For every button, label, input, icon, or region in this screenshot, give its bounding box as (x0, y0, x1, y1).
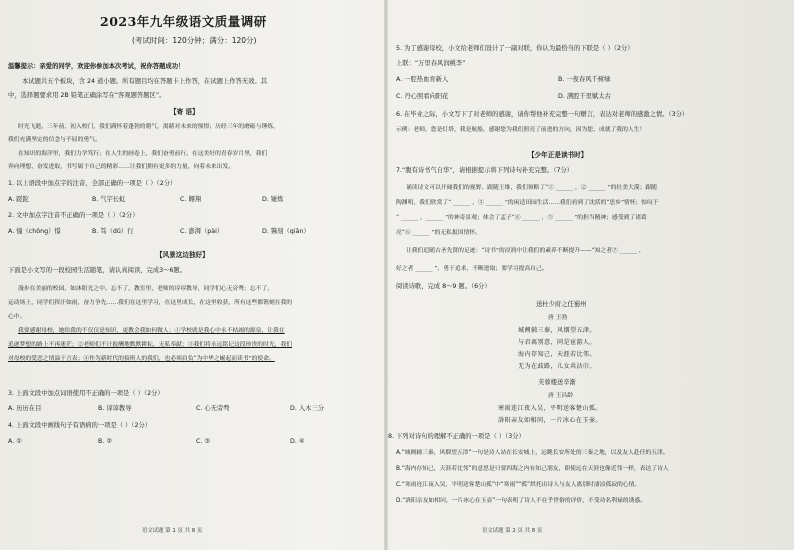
section-text: 在知识的海洋里，我们力学笃行；在人生的画卷上，我们奋勇前行。在这美好的青春岁月里，我们 (18, 151, 268, 157)
page-footer: 语文试题 第 2 页 共 8 页 (482, 528, 543, 534)
question-6: 6. 在毕业之际，小文写下了对老师的感谢，请你帮他补充完整一句赠言，表达对老师的感激之情。（3分） (396, 111, 689, 118)
intro-line: 中，选择题要求用 2B 铅笔正确涂写在“客观题答题区”。 (8, 92, 166, 99)
fill-in-text: 好之者 ______ ”，勇于追求、不断进取；要学习提高自己。 (396, 266, 548, 272)
poem-title: 芙蓉楼送辛渐 (538, 379, 576, 386)
poem-line: 海内存知己，天涯若比邻。 (518, 351, 596, 358)
poem-line: 洛阳亲友如相问，一片冰心在玉壶。 (498, 417, 602, 424)
section-intro: 下面是小文写的一段校园生活随笔，请认真阅读，完成3～6题。 (8, 267, 187, 274)
option: D. ④ (290, 438, 305, 445)
option: B. 笃（dǔ）行 (92, 228, 134, 235)
example-text: 示例：老师，您是灯塔，我是航船，感谢您为我们照亮了前进的方向，因为您，成就了我的人生！ (396, 127, 646, 133)
option: B. ② (98, 438, 112, 445)
question-5: 5. 为了感谢母校，小文给老师们设计了一副对联，你认为最恰当的下联是（ ）（2分） (396, 45, 634, 52)
option: D. 满腔千里赋太古 (558, 93, 611, 100)
reading-intro: 阅读诗歌，完成 8～9 题。（6分） (396, 283, 491, 290)
option: D. 锤炼 (262, 196, 284, 203)
option: A. 一腔热血育新人 (396, 76, 449, 83)
option: C.“寒雨连江夜入吴，平明送客楚山孤”中“寒雨”“孤”烘托出诗人与友人离别时凄凉孤寂的心情。 (396, 482, 641, 488)
fill-in-text: 让我们追随古圣先贤的足迹：“诗书”的浸润中让我们的素养不断提升——“知之者⑦ ______ ， (406, 248, 645, 254)
question-4: 4. 上面文段中画线句子有语病的一项是（ ）（2分） (8, 422, 152, 429)
poem-author: 唐 王勃 (548, 315, 568, 321)
section-text: 时光飞逝，三年前，初入校门，我们满怀着蓬勃的朝气，渴睹对未来的憧憬；历经三年的磨砺与锤炼， (18, 124, 279, 130)
fill-in-text: 亮“⑥ ______ ”的无私报国情怀。 (396, 230, 481, 236)
section-text: 追逐梦想的路上不再迷茫；②老师们不计报酬地默默耕耘，无私奉献；③我们将永远铭记这段珍贵的时光，我们 (8, 342, 293, 348)
option: D. 入木三分 (290, 405, 325, 412)
option: C. 心无旁骛 (196, 405, 230, 412)
poem-title: 送杜少府之任蜀州 (536, 301, 587, 308)
section-heading: 【少年正是读书时】 (528, 151, 588, 159)
section-text: 运动场上，同学们挥汗如雨，奋力争先……我们在这里学习，在这里成长，在这里收获，所有这些都镌刻在我的 (8, 300, 293, 306)
question-3: 3. 上面文段中加点词语使用不正确的一项是（ ）（2分） (8, 390, 164, 397)
option: C. ③ (196, 438, 211, 445)
option: A. 憧（chōng）憬 (8, 228, 61, 235)
fill-in-text: 诵读诗文可以开阔我们的视野。跟随王维，我们领略了“① ______ ，② ______ ”的壮美大漠；跟随 (406, 185, 657, 191)
intro-line: 本试题共五个板块，含 24 道小题。所有题目均在答题卡上作答，在试题上作答无效。其 (22, 78, 268, 85)
question-7: 7.“腹有诗书气自华”，请根据提示将下列诗句补充完整。（7分） (396, 167, 574, 174)
intro-line: 温馨提示：亲爱的同学，欢迎你参加本次考试，祝你答题成功！ (8, 63, 185, 70)
poem-line: 城阙辅三秦，风烟望五津。 (518, 327, 596, 334)
page-fold (384, 0, 388, 550)
couplet-upper: 上联：“万里春风润桃李” (396, 60, 466, 67)
question-1: 1. 以上语段中加点字的注音，全部正确的一项是（ ）（2分） (8, 180, 177, 187)
option: C. 丹心照看向阳花 (396, 93, 449, 100)
question-2: 2. 文中加点字注音不正确的一项是（ ）（2分） (8, 212, 139, 219)
page-footer: 语文试题 第 1 页 共 8 页 (142, 528, 203, 534)
option: B. 谆谆教导 (98, 405, 132, 412)
exam-subtitle: (考试时间：120分钟；满分：120分) (132, 36, 257, 45)
poem-line: 与君离别意，同是宦游人。 (518, 339, 596, 346)
option: B.“海内存知己，天涯若比邻”的意思是只要四海之内有知己朋友，即使远在天涯也像近邻一样，表达了诗人 (396, 466, 669, 472)
option: B. 气宇长虹 (92, 196, 126, 203)
poem-line: 无为在歧路，儿女共沾巾。 (518, 363, 596, 370)
option: D. 镌刻（qiān） (262, 228, 310, 235)
question-8: 8. 下列对诗句的理解不正确的一项是（ ）（3分） (388, 433, 525, 440)
section-heading: 【寄 语】 (170, 108, 199, 116)
option: C. 翱翔 (180, 196, 201, 203)
option: D.“洛阳亲友如相问，一片冰心在玉壶”一句表明了诗人不在乎世俗的评价，不受功名利禄的诱惑。 (396, 498, 646, 504)
section-text: 漫步在美丽的校园，如沐阳光之中。忘不了，教室里，老师的谆谆教导，同学们心无旁骛；忘不了， (18, 286, 274, 292)
section-text: 对母校的爱恋之情溢于言表；④作为新时代的接班人的我们，也必须肩负“为中华之崛起而读书”的使命。 (8, 356, 275, 362)
poem-author: 唐 王昌龄 (548, 393, 574, 399)
option: A. 历历在目 (8, 405, 42, 412)
option: A.“城阙辅三秦，风烟望五津”一句是诗人站在长安城上，远眺长安所处的三秦之地，以及友人赴任的五津。 (396, 450, 669, 456)
poem-line: 寒雨连江夜入吴，平明送客楚山孤。 (498, 405, 602, 412)
section-text: 心中。 (8, 314, 26, 320)
option: B. 一夜春风千树绿 (558, 76, 611, 83)
section-text: 我要感谢母校，她给我的不仅仅是知识，更教会我如何做人；①学校就是我心中永不枯竭的源泉，让我在 (18, 328, 285, 334)
section-heading: 【风景这边独好】 (156, 251, 209, 259)
section-text: 奔向理想，奋发进取，书写属于自己的精彩……让我们拥有更多的力量，向着未来出发。 (8, 164, 235, 170)
fill-in-text: “ ______ ，______ ”的神奇景观；体会了孟子“④ ______ ，⑤ ______ ”的担当精神；感受到了诸葛 (396, 215, 647, 221)
fill-in-text: 陶渊明，我们欣赏了“ ______ ，③ ______ ”的闲适田园生活……我们看到了沈括的“思乡”情怀；惊叹于 (396, 200, 659, 206)
section-text: 我们充满坚定的信念与不屈的勇气。 (8, 137, 101, 143)
exam-title: 2023年九年级语文质量调研 (100, 14, 267, 29)
option: A. 蹉跎 (8, 196, 29, 203)
option: A. ① (8, 438, 22, 445)
option: C. 澎湃（pài） (180, 228, 224, 235)
